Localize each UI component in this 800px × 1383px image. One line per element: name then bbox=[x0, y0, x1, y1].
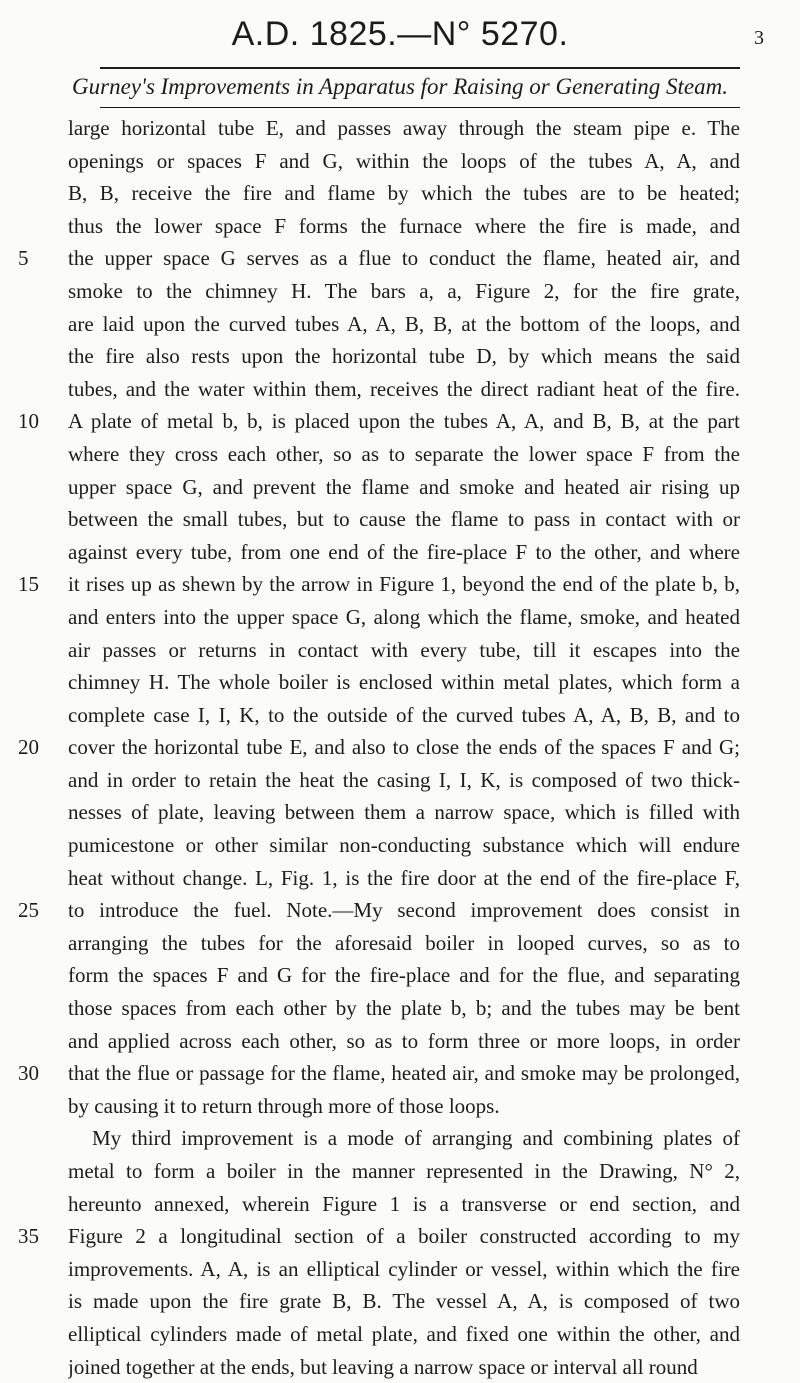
line-text: complete case I, I, K, to the outside of the curved tubes A, A, B, B, and to bbox=[68, 702, 740, 727]
text-line bbox=[0, 405, 800, 438]
line-number: 30 bbox=[18, 1061, 39, 1086]
text-line bbox=[0, 471, 800, 504]
text-line bbox=[0, 601, 800, 634]
text-line bbox=[0, 210, 800, 243]
line-number: 10 bbox=[18, 409, 39, 434]
line-text: thus the lower space F forms the furnace where the fire is made, and bbox=[68, 213, 740, 238]
line-text: the fire also rests upon the horizontal tube D, by which means the said bbox=[68, 344, 740, 369]
text-line bbox=[0, 894, 800, 927]
line-number: 20 bbox=[18, 735, 39, 760]
running-title-rule bbox=[100, 107, 740, 108]
text-line bbox=[0, 1285, 800, 1318]
text-line bbox=[0, 145, 800, 178]
line-text: metal to form a boiler in the manner represented in the Drawing, N° 2, bbox=[68, 1159, 740, 1183]
line-text: pumicestone or other similar non-conducting substance which will endure bbox=[68, 833, 740, 858]
line-text: hereunto annexed, wherein Figure 1 is a transverse or end section, and bbox=[68, 1191, 740, 1216]
page-header bbox=[0, 0, 800, 99]
text-line bbox=[0, 112, 800, 145]
line-text: the upper space G serves as a flue to conduct the flame, heated air, and bbox=[68, 246, 740, 271]
line-text: Figure 2 a longitudinal section of a boiler constructed according to my bbox=[68, 1224, 740, 1249]
text-line bbox=[0, 1188, 800, 1221]
line-text: elliptical cylinders made of metal plate, and fixed one within the other, and bbox=[68, 1321, 740, 1346]
text-line bbox=[0, 699, 800, 732]
text-line bbox=[0, 1122, 800, 1155]
text-line bbox=[0, 438, 800, 471]
line-number: 5 bbox=[18, 246, 29, 271]
text-line bbox=[0, 829, 800, 862]
text-line bbox=[0, 340, 800, 373]
line-text: those spaces from each other by the plate b, b; and the tubes may be bent bbox=[68, 996, 740, 1021]
line-text: air passes or returns in contact with every tube, till it escapes into the bbox=[68, 637, 740, 662]
text-line bbox=[0, 796, 800, 829]
line-text: B, B, receive the fire and flame by which the tubes are to be heated; bbox=[68, 181, 740, 206]
text-line bbox=[0, 731, 800, 764]
header-rule bbox=[100, 67, 740, 69]
line-text: against every tube, from one end of the fire-place F to the other, and where bbox=[68, 539, 740, 564]
text-line bbox=[0, 927, 800, 960]
text-line bbox=[0, 242, 800, 275]
line-text: and applied across each other, so as to form three or more loops, in order bbox=[68, 1028, 740, 1053]
line-text: and enters into the upper space G, along which the flame, smoke, and heated bbox=[68, 604, 740, 629]
line-text: improvements. A, A, is an elliptical cylinder or vessel, within which the fire bbox=[68, 1256, 740, 1281]
line-text: that the flue or passage for the flame, heated air, and smoke may be prolonged, bbox=[68, 1061, 740, 1086]
text-line bbox=[0, 1155, 800, 1188]
text-line bbox=[0, 634, 800, 667]
text-line bbox=[0, 959, 800, 992]
line-text: form the spaces F and G for the fire-place and for the flue, and separating bbox=[68, 963, 740, 988]
line-number: 35 bbox=[18, 1224, 39, 1249]
text-line bbox=[0, 1220, 800, 1253]
line-text: to introduce the fuel. Note.—My second improvement does consist in bbox=[68, 898, 740, 923]
line-text: arranging the tubes for the aforesaid boiler in looped curves, so as to bbox=[68, 930, 740, 955]
text-line bbox=[0, 373, 800, 406]
line-text: large horizontal tube E, and passes away through the steam pipe e. The bbox=[68, 116, 740, 140]
text-line bbox=[0, 1253, 800, 1286]
text-line bbox=[0, 536, 800, 569]
line-text: is made upon the fire grate B, B. The vessel A, A, is composed of two bbox=[68, 1289, 740, 1314]
line-text: joined together at the ends, but leaving a narrow space or interval all round bbox=[68, 1354, 698, 1379]
text-line bbox=[0, 1057, 800, 1090]
text-line bbox=[0, 275, 800, 308]
line-text: openings or spaces F and G, within the loops of the tubes A, A, and bbox=[68, 148, 740, 173]
running-title: Gurney's Improvements in Apparatus for Raising or Generating Steam. bbox=[72, 74, 728, 99]
text-line bbox=[0, 862, 800, 895]
text-line bbox=[0, 503, 800, 536]
line-text: between the small tubes, but to cause the flame to pass in contact with or bbox=[68, 507, 740, 532]
patent-title: A.D. 1825.—N° 5270. bbox=[231, 15, 569, 53]
line-text: smoke to the chimney H. The bars a, a, Figure 2, for the fire grate, bbox=[68, 278, 740, 303]
line-text: upper space G, and prevent the flame and smoke and heated air rising up bbox=[68, 474, 740, 499]
page-number: 3 bbox=[754, 27, 764, 49]
text-line bbox=[0, 568, 800, 601]
line-text: by causing it to return through more of those loops. bbox=[68, 1093, 500, 1118]
line-text: and in order to retain the heat the casing I, I, K, is composed of two thick- bbox=[68, 767, 740, 792]
line-text: chimney H. The whole boiler is enclosed within metal plates, which form a bbox=[68, 670, 740, 695]
text-line bbox=[0, 1025, 800, 1058]
line-number: 25 bbox=[18, 898, 39, 923]
text-line bbox=[0, 1090, 800, 1123]
text-line bbox=[0, 177, 800, 210]
body-text bbox=[0, 112, 800, 1383]
line-text: A plate of metal b, b, is placed upon the tubes A, A, and B, B, at the part bbox=[68, 409, 740, 434]
line-text: cover the horizontal tube E, and also to close the ends of the spaces F and G; bbox=[68, 735, 740, 760]
text-line bbox=[0, 764, 800, 797]
text-line bbox=[0, 308, 800, 341]
line-text: it rises up as shewn by the arrow in Figure 1, beyond the end of the plate b, b, bbox=[68, 572, 740, 597]
text-line bbox=[0, 1351, 800, 1383]
line-text: tubes, and the water within them, receives the direct radiant heat of the fire. bbox=[68, 376, 740, 401]
line-number: 15 bbox=[18, 572, 39, 597]
text-line bbox=[0, 992, 800, 1025]
line-text: nesses of plate, leaving between them a narrow space, which is filled with bbox=[68, 800, 740, 825]
line-text: where they cross each other, so as to separate the lower space F from the bbox=[68, 441, 740, 466]
line-text: are laid upon the curved tubes A, A, B, B, at the bottom of the loops, and bbox=[68, 311, 740, 336]
text-line bbox=[0, 1318, 800, 1351]
text-line bbox=[0, 666, 800, 699]
line-text: My third improvement is a mode of arranging and combining plates of bbox=[92, 1126, 740, 1151]
line-text: heat without change. L, Fig. 1, is the fire door at the end of the fire-place F, bbox=[68, 865, 740, 890]
